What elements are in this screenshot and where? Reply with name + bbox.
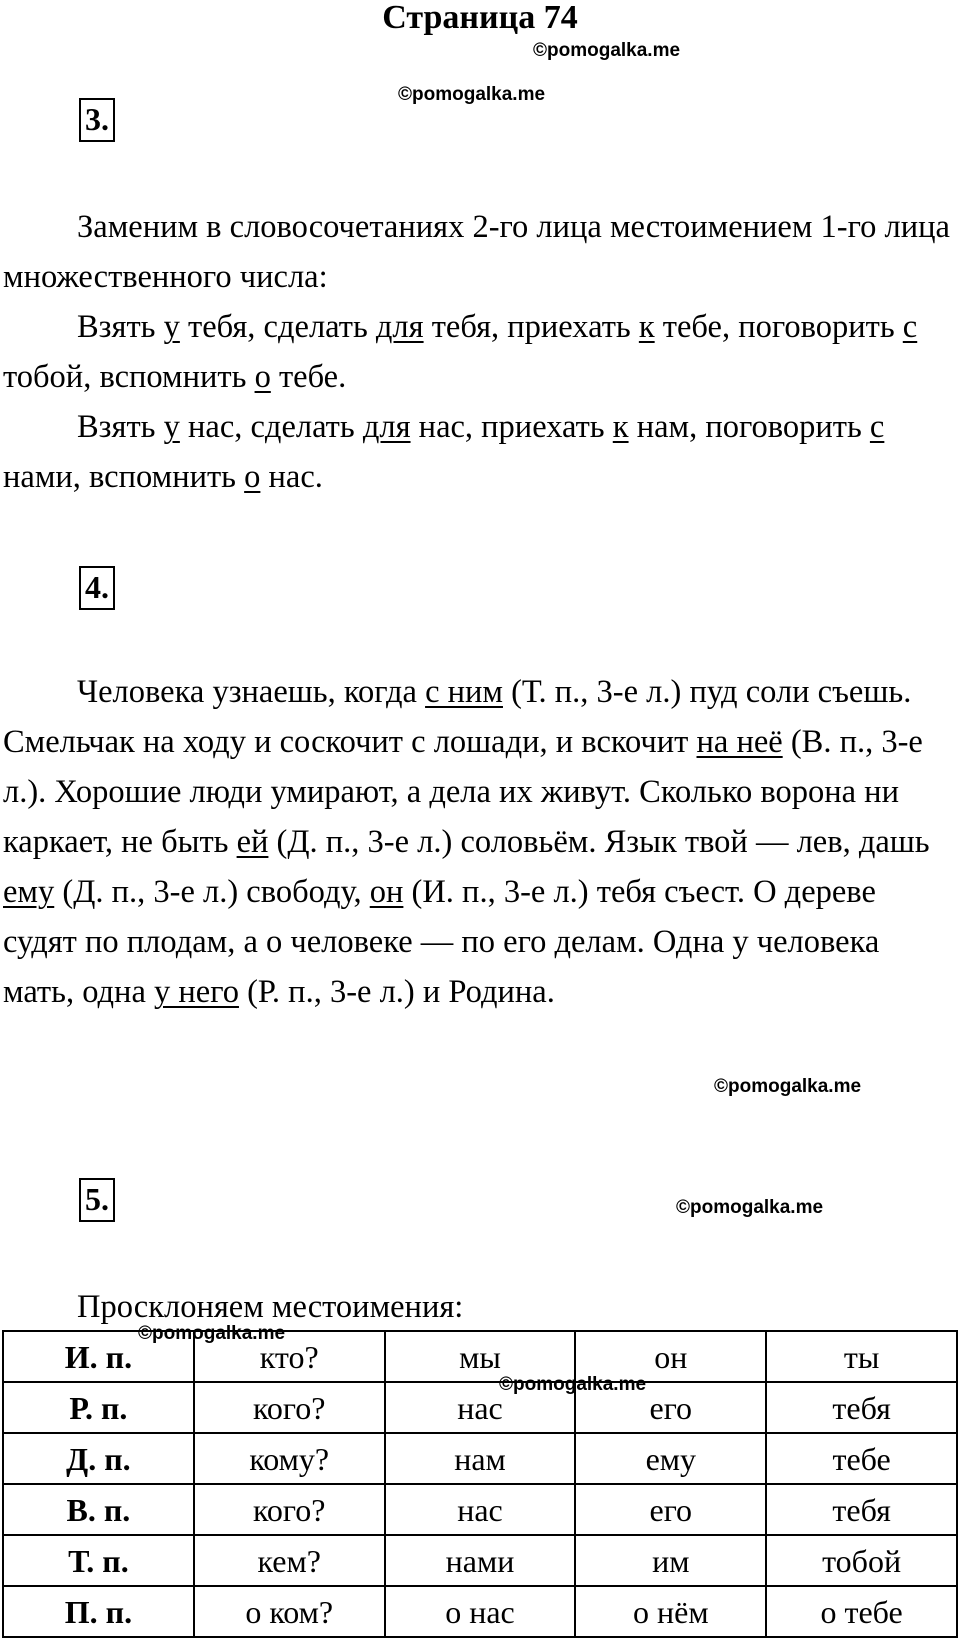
text-fragment: (Д. п., 3-е л.) свободу, bbox=[54, 874, 370, 910]
table-cell: тебе bbox=[766, 1433, 957, 1484]
watermark: ©pomogalka.me bbox=[533, 40, 681, 61]
underlined-pronoun: у него bbox=[154, 974, 239, 1010]
task3-line1: Заменим в словосочетаниях 2-го лица местоимением 1-го лица множественного числа: bbox=[3, 209, 950, 295]
underlined-preposition: у bbox=[163, 409, 180, 445]
watermark: ©pomogalka.me bbox=[499, 1374, 647, 1395]
text-fragment: Взять bbox=[77, 409, 164, 445]
table-cell: он bbox=[575, 1331, 766, 1382]
text-fragment: (И. п., 3-е л.) тебя съест. О дереве судят по плодам, а о человеке — по его делам. Одна у человека мать, одна bbox=[3, 874, 880, 1010]
table-cell: нас bbox=[385, 1382, 576, 1433]
table-cell: кем? bbox=[194, 1535, 385, 1586]
table-cell: тобой bbox=[766, 1535, 957, 1586]
table-cell: кому? bbox=[194, 1433, 385, 1484]
text-fragment: нас, приехать bbox=[410, 409, 613, 445]
underlined-preposition: у bbox=[163, 309, 180, 345]
table-row bbox=[3, 1382, 957, 1433]
text-fragment: Взять bbox=[77, 309, 164, 345]
task-number-3: 3. bbox=[79, 98, 115, 142]
table-cell: кого? bbox=[194, 1484, 385, 1535]
table-cell: кого? bbox=[194, 1382, 385, 1433]
case-cell: Д. п. bbox=[3, 1433, 194, 1484]
watermark: ©pomogalka.me bbox=[714, 1076, 862, 1097]
underlined-preposition: о bbox=[254, 359, 271, 395]
text-fragment: тобой, вспомнить bbox=[3, 359, 255, 395]
table-cell: ему bbox=[575, 1433, 766, 1484]
table-cell: его bbox=[575, 1382, 766, 1433]
task5-intro: Просклоняем местоимения: bbox=[77, 1289, 464, 1325]
task4-paragraph bbox=[3, 667, 953, 1017]
underlined-pronoun: ему bbox=[3, 874, 55, 910]
underlined-preposition: для bbox=[375, 309, 424, 345]
text-fragment: тебя, приехать bbox=[423, 309, 639, 345]
table-cell: ты bbox=[766, 1331, 957, 1382]
underlined-pronoun: он bbox=[369, 874, 404, 910]
table-cell: тебя bbox=[766, 1382, 957, 1433]
text-fragment: тебя, сделать bbox=[179, 309, 376, 345]
task-number-5: 5. bbox=[79, 1178, 115, 1222]
table-row bbox=[3, 1535, 957, 1586]
text-fragment: (Р. п., 3-е л.) и Родина. bbox=[238, 974, 555, 1010]
underlined-pronoun: ей bbox=[236, 824, 269, 860]
underlined-preposition: о bbox=[244, 459, 261, 495]
case-cell: Т. п. bbox=[3, 1535, 194, 1586]
underlined-pronoun: с ним bbox=[425, 674, 503, 710]
text-fragment: Человека узнаешь, когда bbox=[77, 674, 426, 710]
underlined-preposition: с bbox=[902, 309, 918, 345]
table-row bbox=[3, 1484, 957, 1535]
table-cell: мы bbox=[385, 1331, 576, 1382]
text-fragment: тебе, поговорить bbox=[654, 309, 903, 345]
text-fragment: нами, вспомнить bbox=[3, 459, 245, 495]
text-fragment: (Д. п., 3-е л.) соловьём. Язык твой — лев, дашь bbox=[268, 824, 930, 860]
text-fragment: нам, поговорить bbox=[628, 409, 870, 445]
underlined-preposition: для bbox=[362, 409, 411, 445]
table-cell: о нас bbox=[385, 1586, 576, 1637]
underlined-preposition: к bbox=[612, 409, 629, 445]
text-fragment: нас, сделать bbox=[179, 409, 363, 445]
table-row bbox=[3, 1433, 957, 1484]
table-cell: кто? bbox=[194, 1331, 385, 1382]
task4-text bbox=[3, 667, 953, 1017]
table-cell: о нём bbox=[575, 1586, 766, 1637]
underlined-pronoun: на неё bbox=[696, 724, 783, 760]
table-cell: его bbox=[575, 1484, 766, 1535]
underlined-preposition: к bbox=[638, 309, 655, 345]
table-cell: тебя bbox=[766, 1484, 957, 1535]
table-cell: им bbox=[575, 1535, 766, 1586]
case-cell: П. п. bbox=[3, 1586, 194, 1637]
underlined-preposition: с bbox=[869, 409, 885, 445]
text-fragment: тебе. bbox=[270, 359, 347, 395]
watermark: ©pomogalka.me bbox=[138, 1323, 286, 1344]
table-cell: нам bbox=[385, 1433, 576, 1484]
task3-line2 bbox=[3, 302, 953, 402]
case-cell: Р. п. bbox=[3, 1382, 194, 1433]
task3-text bbox=[3, 202, 953, 502]
text-fragment: (Т. п., 3-е л.) пуд соли съешь. Смельчак на ходу и соскочит с лошади, и вскочит bbox=[3, 674, 912, 760]
text-fragment: нас. bbox=[260, 459, 323, 495]
case-cell: В. п. bbox=[3, 1484, 194, 1535]
declension-table bbox=[2, 1330, 958, 1638]
page-title: Страница 74 bbox=[382, 0, 578, 36]
table-cell: о ком? bbox=[194, 1586, 385, 1637]
watermark: ©pomogalka.me bbox=[676, 1197, 824, 1218]
task3-line3 bbox=[3, 402, 953, 502]
table-cell: о тебе bbox=[766, 1586, 957, 1637]
watermark: ©pomogalka.me bbox=[398, 84, 546, 105]
table-cell: нами bbox=[385, 1535, 576, 1586]
table-cell: нас bbox=[385, 1484, 576, 1535]
task-number-4: 4. bbox=[79, 566, 115, 610]
table-row bbox=[3, 1586, 957, 1637]
text-fragment: (В. п., 3-е л.). Хорошие люди умирают, а дела их живут. Сколько ворона ни каркает, не быть bbox=[3, 724, 923, 860]
case-cell: И. п. bbox=[3, 1331, 194, 1382]
